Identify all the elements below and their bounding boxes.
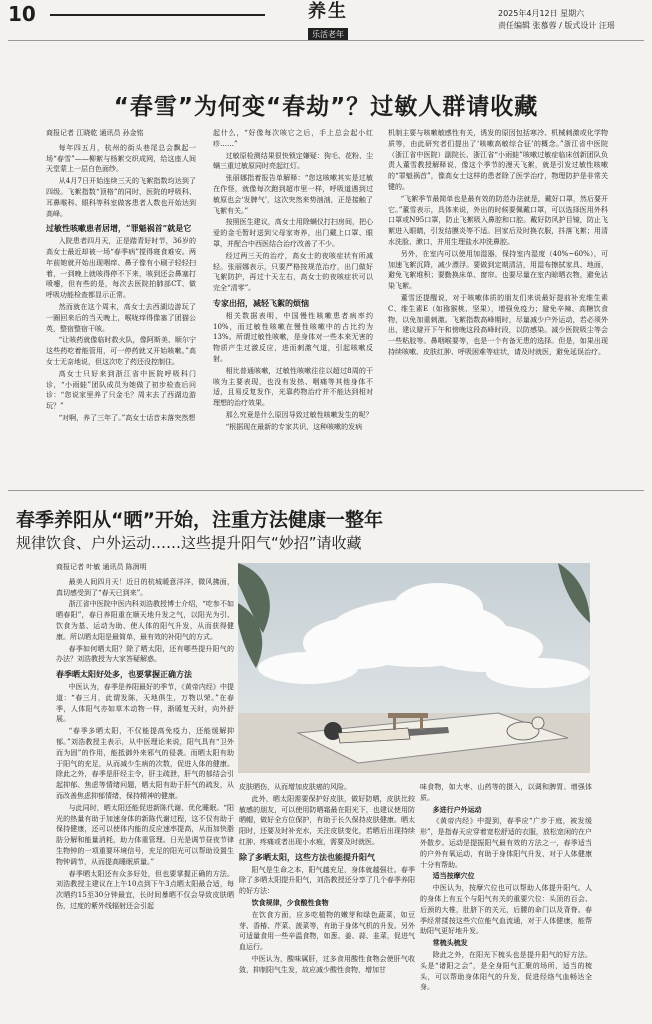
article2-subheadline: 规律饮食、户外运动……这些提升阳气“妙招”请收藏 xyxy=(16,534,362,552)
paragraph: “根据现在最新的专家共识，这种咳嗽的发病 xyxy=(225,422,363,431)
paragraph: 张丽娜指着报告单解释：“您这咳嗽其实是过敏在作怪，就像每次跑到超市里一样，呼吸道遇到过敏原也会‘发脾气’，这次突然来势汹汹，正是接触了飞絮有关。” xyxy=(213,174,373,215)
article2-headline: 春季养阳从“晒”开始，注重方法健康一整年 xyxy=(16,509,383,531)
paragraph: “对啊，养了三年了。”高女士话音未落突然想 xyxy=(58,413,196,422)
paragraph: 阳气是生命之本，阳气越充足，身体就越强壮。春季除了多晒太阳提升阳气，刘浩教授还分享了几个春季养阳的好方法： xyxy=(239,865,415,896)
paragraph: 与此同时，晒太阳还能促进新陈代谢、优化睡眠。“阳光的热量有助于加速身体的新陈代谢过程，这不仅有助于保持健康，还可以使体内能的反应速率提高，从而加快脂肪分解和能量消耗，助力体重管理。日光是调节昼夜节律生物钟的一项重要环境信号，充足的阳光可以帮助设置生物钟调节，从而提高睡眠质量。” xyxy=(56,803,234,866)
article1-column-1 xyxy=(46,128,196,498)
paragraph: 春季如何晒太阳？除了晒太阳，还有哪些提升阳气的办法？刘浩教授为大家答疑解惑。 xyxy=(56,644,234,664)
paragraph: 味食物，如大枣、山药等的摄入，以调和脾胃、增强体质。 xyxy=(420,783,592,802)
issue-date: 2025年4月12日 星期六 xyxy=(498,9,585,18)
paragraph-heading: 适当按摩穴位 xyxy=(432,871,475,881)
paragraph: 《黄帝内经》中提到，春季应“广步于庭，被发缓形”，是指春天应穿着宽松舒适的衣服，放松宽闲的在户外散步。运动是提振阳气最有效的方法之一，春季适当的户外有氧运动，有助于身体阳气升发，对于人体健康十分有帮助。 xyxy=(420,817,592,869)
paragraph-heading: 常梳头梳发 xyxy=(432,938,468,948)
paragraph: 此外，晒太阳需要保护好皮肤，做好防晒，皮肤比较敏感的朋友，可以使用防晒霜最在阳光下，也建议使用防晒帽，做好全方位保护，有助于长久保持皮肤健康。晒太阳时，还要及时补充水，关注皮肤变化，若晒后出现持续红肿、疼痛或者出现小水疱，需要及时就医。 xyxy=(239,794,415,846)
article-divider xyxy=(8,490,644,491)
paragraph: 入院患者四月天，正是踏青好时节，36岁的高女士最近却被一场“春季病”搅得寝食难安。两年前她就开始出现咽痒、鼻子像有小刷子轻轻扫着，一到晚上就咳得停不下来，咳到还会鼻塞打喷嚏，但有些的是，每次去医院拍肺部CT、做呼吸功能检查都显示正常。 xyxy=(46,237,196,300)
paragraph: 每年四五月，杭州的街头巷尾总会飘起一场“春雪”——柳絮与杨絮交织成网，给这座人间天堂蒙上一层白色面纱。 xyxy=(46,143,196,174)
paragraph: 董雪还提醒说，对于咳嗽体质的朋友们来说最好提前补充维生素C、维生素E（如猕猴桃、坚果），增强免疫力；避免辛辣、高糖饮食物，以免加重刺激。飞絮指数高峰期时，尽量减少户外运动，若必须外出，建议避开下午和傍晚这段高峰时段，以防感染。减少医院吸尘等会一些粘胶等。鼻咽喉要等，也是一个有备无患的选择。但是，如果出现持续咳嗽、皮肤红肿、呼吸困难等症状，请及时就医，避免延误治疗。 xyxy=(388,293,608,356)
article2-subheading: 除了多晒太阳，这些方法也能提升阳气 xyxy=(239,851,375,862)
article1-byline: 商报记者 江晓乾 通讯员 孙金铭 xyxy=(46,129,144,137)
section-header xyxy=(295,2,361,40)
paragraph: 然而就在这个周末，高女士去西湖边游玩了一圈回来后的当天晚上，喉咙痒得像塞了团猫公英，整宿整宿干咳。 xyxy=(46,302,196,333)
article2-column-2 xyxy=(239,782,415,1012)
paragraph: 皮肤晒伤，从而增加皮肤癌的风险。 xyxy=(239,783,351,791)
paragraph: 除此之外，在阳光下梳头也是提升阳气的好方法。头是“诸阳之会”，是全身阳气汇聚的场所，适当的梳头，可以帮助身体阳气的升发，促进经络气血畅达全身。 xyxy=(420,950,592,992)
section-title: 养生 xyxy=(308,1,348,22)
paragraph: 最美人间四月天！近日的杭城暖意洋洋，微风拂面，真切感受到了“春天已到来”。 xyxy=(56,577,234,597)
paragraph: 按照医生建议，高女士用除螨仪打扫房间，把心爱的金毛暂时送到父母家寄养，出门戴上口罩、眼罩，并配合中西医结合治疗改善了不少。 xyxy=(213,218,373,248)
spring-sunbathing-illustration xyxy=(238,563,590,773)
paragraph: 相比普通咳嗽，过敏性咳嗽往往以超过8周的干咳为主要表现，也没有发热、咽痛等其他身体不适，且易反复发作，光靠药物治疗并不能达到相对理想的治疗效果。 xyxy=(213,366,373,408)
article1-subheading: 过敏性咳嗽患者居增，“罪魁祸首”就是它 xyxy=(46,223,192,234)
paragraph: 从4月7日开始连续三天的飞絮指数均达到了四级。飞絮指数“顶格”的同时，医院的呼吸科、耳鼻喉科、眼科等科室做客患者人数也开始达到高峰。 xyxy=(46,177,196,218)
article1-subheading: 专家出招，减轻飞絮的烦恼 xyxy=(213,297,309,308)
article1-column-2 xyxy=(213,128,373,498)
paragraph: 另外，在室内可以使用加湿器，保持室内湿度（40%~60%），可加速飞絮沉降，减少漂浮。要做到定期清洁，用湿布擦拭家具、地面，避免飞絮堆积；要勤换床单、窗帘。也要尽量在室内晾晒衣物，避免沾染飞絮。 xyxy=(388,249,608,291)
header-divider xyxy=(8,40,644,41)
paragraph: 过敏原检测结果很快锁定嫌疑：狗毛、花粉、尘螨三重过敏原同时亮起红灯。 xyxy=(213,151,373,171)
article2-column-3 xyxy=(420,782,592,1012)
paragraph: “春季多晒太阳，不仅能提高免疫力，还能缓解抑郁。”刘浩教授主表示，从中医理论来说，阳气具有“卫外而为固”的作用，能抵御外来邪气的侵袭。而晒太阳有助于阳气的充足，从而减少生病的次数，促进人体的健康。除此之外，春季是肝经主令，肝主疏泄，肝气的郁结会引起抑郁、焦虑等情绪问题，晒太阳有助于肝气的疏发，从而改善焦虑抑郁情绪，保持精神的健康。 xyxy=(56,727,234,800)
paragraph: 中医认为，按摩穴位也可以帮助人体提升阳气。人的身体上有五个与阳气有关的重要穴位：头顶的百会、后颈的大椎，肚脐下的关元，后腰的命门以及背脊。春季经常揉按这些穴位能气血流通，对于人体健康，能帮助阳气更好地升发。 xyxy=(420,884,592,936)
article1-column-3 xyxy=(388,128,608,498)
paragraph: 机制主要与咳嗽敏感性有关，诱发的原因包括寒冷、机械刺激或化学物质等，由此研究者们提出了‘咳嗽高敏综合征’的概念。”浙江省中医院（浙江省中医院）副院长、浙江省“小雨蛙”咳嗽过敏症临床创新团队负责人董雪教授解释说，像这个季节的漫天飞絮，就是引发过敏性咳嗽的“罪魁祸首”，像高女士这样的患者除了医学治疗，物理防护是非常关键的。 xyxy=(388,129,608,191)
editor-credits: 责任编辑 张慕蓉 / 版式设计 汪瑶 xyxy=(498,21,615,30)
paragraph: 高女士只好来到浙江省中医院呼吸科门诊，“小雨蛙”团队成员为她做了初步检查后问诊：“您说家里养了只金毛？周末去了西湖边游玩？” xyxy=(46,369,196,411)
paragraph: 中医认为，春季是养阳最好的季节，《黄帝内经》中提道：“春三月，此谓发陈，天地俱生，万物以荣。”在春季，人体阳气亦如草木动物一样，渐暖复天时，向外舒展。 xyxy=(56,682,234,724)
paragraph: 春季晒太阳还有众多好处，但也要掌握正确的方法。刘浩教授主建议在上午10点到下午3点晒太阳最合适，每次晒约15至30分钟最宜，长时间暴晒不仅会导致皮肤晒伤，过度的紫外线辐射还会引起 xyxy=(56,869,234,910)
paragraph: 起什么，“好像每次咳它之后，手上总会起小红疹……” xyxy=(213,129,373,148)
paragraph: 浙江省中医院中医内科刘浩教授博士介绍，“吃参不如晒春阳”，春日养阳重在顺天地升发之气，以阳光为引、饮食为基、运动为助、使人体的阳气升发，从而获得健康。所以晒太阳是最简单，最有效的补阳气的方式。 xyxy=(56,600,234,641)
header-rule xyxy=(50,14,265,16)
section-subtitle: 乐活老年 xyxy=(308,28,348,41)
page-number: 10 xyxy=(8,2,36,26)
article2-subheading: 春季晒太阳好处多，也要掌握正确方法 xyxy=(56,669,192,680)
paragraph: 相关数据表明，中国慢性咳嗽患者病率约10%，而过敏性咳嗽在慢性咳嗽中的占比约为13%。所谓过敏性咳嗽，是身体对一些本来无害的物质产生过激反应，进而刺激气道，引起咳嗽反射。 xyxy=(213,311,373,363)
article2-column-1 xyxy=(56,562,234,1012)
paragraph: 那么究竟是什么原因导致过敏性咳嗽发生的呢？ xyxy=(225,410,373,419)
paragraph: 在饮食方面，应多吃植物的嫩芽和绿色蔬菜，如豆芽、香椿、芹菜、菠菜等，有助于身体气机的升发。另外可适量食用一些辛温食物，如葱、姜、蒜、韭菜，促进气血运行。 xyxy=(239,910,415,952)
paragraph: 中医认为，酸味属肝，过多食用酸性食物会使肝气收敛，抑制阳气生发，故应减少酸性食物，增加甘 xyxy=(239,954,415,974)
paragraph-heading: 多进行户外运动 xyxy=(432,804,482,814)
article1-headline: “春雪”为何变“春劫”？过敏人群请收藏 xyxy=(113,94,539,120)
paragraph-heading: 饮食规律，少食酸性食物 xyxy=(251,897,329,907)
paragraph: 经过两三天的治疗，高女士的夜咳症状有所减轻。张丽娜表示，只要严格按规范治疗，出门做好飞絮防护，再过十天左右，高女士的夜咳症状可以完全“清零”。 xyxy=(213,251,373,293)
paragraph: “飞絮季节最简单也是最有效的防范办法就是，戴好口罩，然后要开它。”董雪表示，具体来说，外出的时候要佩戴口罩，可以选择医用外科口罩或N95口罩，防止飞絮吸入鼻腔和口腔。戴好防风护目镜，防止飞絮进入眼睛，引发结膜炎等不适。回家后及时换衣服，抖落飞絮；用清水洗脸、漱口，并用生理盐水冲洗鼻腔。 xyxy=(388,194,608,246)
paragraph: “让咳药就像临时救火队，像阿斯美、顺尔宁这些药吃着能管用，可一停药就又开始咳嗽。”高女士无奈地说，但这次吃了药还没控制住。 xyxy=(46,336,196,366)
article2-byline: 商报记者 叶敏 通讯员 陈润明 xyxy=(56,563,147,571)
